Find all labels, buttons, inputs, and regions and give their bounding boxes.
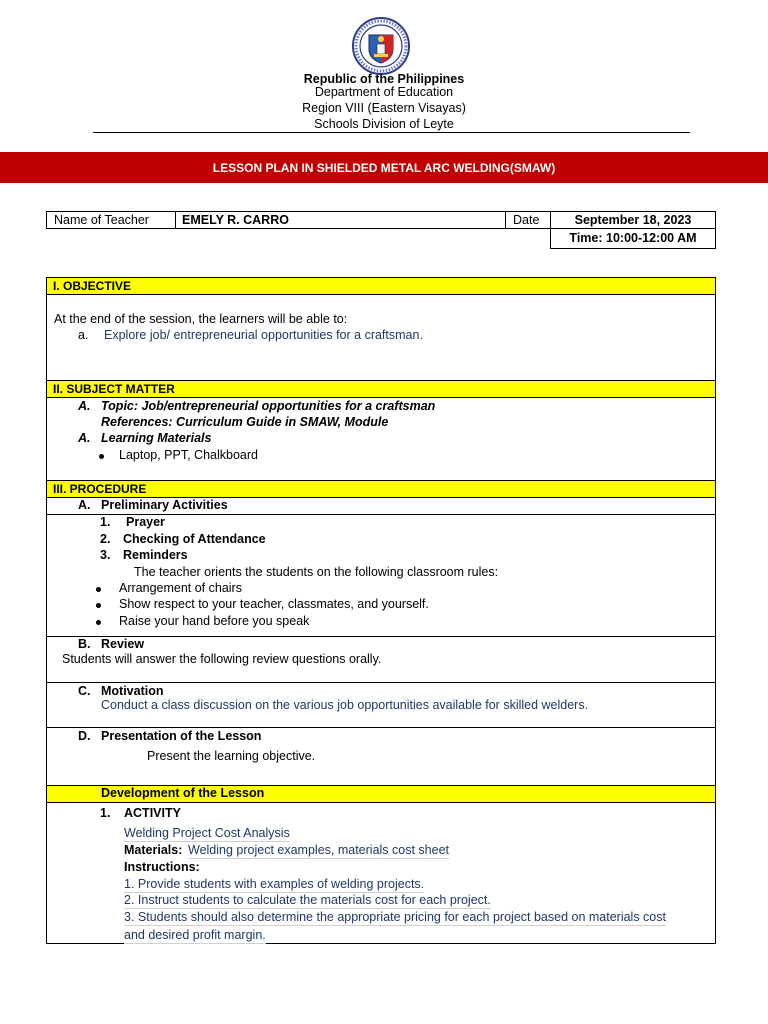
review-text: Students will answer the following review questions orally.	[62, 652, 382, 666]
instruction-3-cont: and desired profit margin.	[124, 928, 266, 942]
motivation-text: Conduct a class discussion on the various job opportunities available for skilled welders.	[101, 698, 589, 712]
materials-item: Laptop, PPT, Chalkboard	[119, 448, 258, 462]
row-divider	[46, 636, 716, 637]
info-divider	[175, 211, 176, 229]
time-value: Time: 10:00-12:00 AM	[569, 231, 697, 245]
step-attendance: Checking of Attendance	[123, 532, 266, 546]
step-reminders: Reminders	[123, 548, 188, 562]
info-divider	[505, 211, 506, 229]
materials-heading: Learning Materials	[101, 431, 212, 445]
materials-text: Welding project examples, materials cost sheet	[188, 843, 449, 857]
teacher-name: EMELY R. CARRO	[182, 213, 289, 227]
prelim-heading: Preliminary Activities	[101, 498, 228, 512]
objective-marker: a.	[78, 328, 89, 342]
objective-intro: At the end of the session, the learners will be able to:	[54, 312, 348, 326]
presentation-marker: D.	[78, 729, 91, 743]
instruction-2: 2. Instruct students to calculate the materials cost for each project.	[124, 893, 491, 907]
row-divider	[46, 682, 716, 683]
country-name: Republic of the Philippines	[303, 72, 465, 86]
objective-heading: I. OBJECTIVE	[46, 277, 716, 295]
prelim-marker: A.	[78, 498, 91, 512]
presentation-text: Present the learning objective.	[147, 749, 316, 763]
row-divider	[46, 727, 716, 728]
presentation-heading: Presentation of the Lesson	[101, 729, 262, 743]
rule-item: Raise your hand before you speak	[119, 614, 310, 628]
topic-text: Topic: Job/entrepreneurial opportunities for a craftsman	[101, 399, 436, 413]
rule-item: Show respect to your teacher, classmates, and yourself.	[119, 597, 429, 611]
review-marker: B.	[78, 637, 91, 651]
orient-text: The teacher orients the students on the following classroom rules:	[134, 565, 499, 579]
bullet-icon	[96, 603, 101, 608]
header-divider	[93, 132, 690, 133]
division-name: Schools Division of Leyte	[314, 117, 454, 131]
teacher-label: Name of Teacher	[54, 213, 149, 227]
development-heading: Development of the Lesson	[101, 786, 265, 800]
deped-seal-icon	[352, 17, 410, 75]
activity-marker: 1.	[100, 806, 111, 820]
materials-marker: A.	[78, 431, 91, 445]
step2-marker: 2.	[100, 532, 111, 546]
lesson-plan-banner: LESSON PLAN IN SHIELDED METAL ARC WELDING(SMAW)	[0, 152, 768, 183]
instructions-label: Instructions:	[124, 860, 200, 874]
review-heading: Review	[101, 637, 145, 651]
rule-item: Arrangement of chairs	[119, 581, 242, 595]
step3-marker: 3.	[100, 548, 111, 562]
references-text: References: Curriculum Guide in SMAW, Module	[101, 415, 389, 429]
bullet-icon	[96, 587, 101, 592]
materials-label: Materials:	[124, 843, 183, 857]
procedure-heading: III. PROCEDURE	[46, 480, 716, 498]
objective-item: Explore job/ entrepreneurial opportunities for a craftsman.	[104, 328, 423, 342]
step1-marker: 1.	[100, 515, 111, 529]
activity-title: Welding Project Cost Analysis	[124, 826, 290, 840]
department-name: Department of Education	[314, 85, 454, 99]
bullet-icon	[96, 620, 101, 625]
date-value: September 18, 2023	[574, 213, 692, 227]
step-prayer: Prayer	[126, 515, 165, 529]
subject-heading: II. SUBJECT MATTER	[46, 380, 716, 398]
region-name: Region VIII (Eastern Visayas)	[302, 101, 466, 115]
motivation-marker: C.	[78, 684, 91, 698]
instruction-3: 3. Students should also determine the appropriate pricing for each project based on materials cost	[124, 910, 666, 924]
instruction-1: 1. Provide students with examples of welding projects.	[124, 877, 425, 891]
topic-marker: A.	[78, 399, 91, 413]
activity-heading: ACTIVITY	[124, 806, 181, 820]
motivation-heading: Motivation	[101, 684, 164, 698]
bullet-icon	[99, 454, 104, 459]
date-label: Date	[513, 213, 540, 227]
